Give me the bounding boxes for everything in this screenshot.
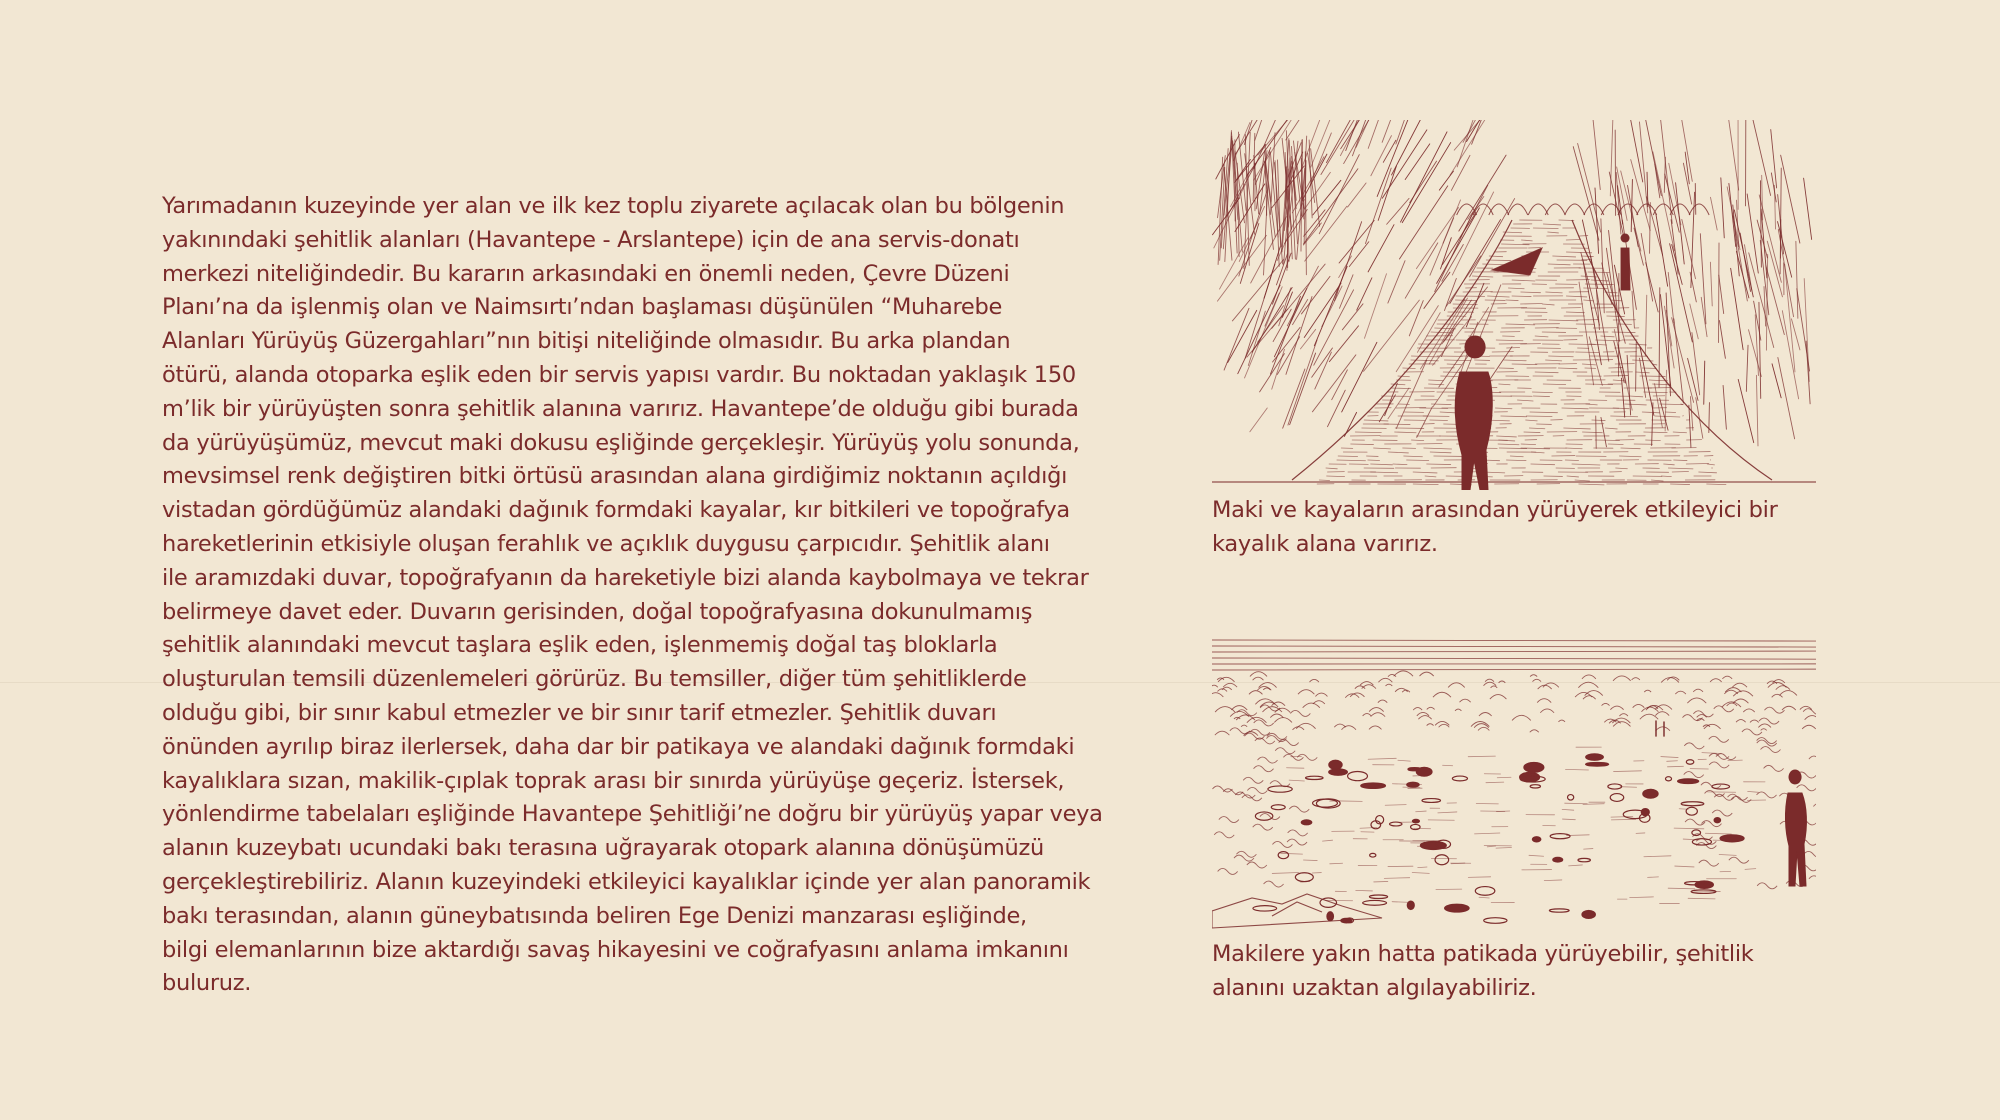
body-text [162,190,1102,1001]
body-text-line: vistadan gördüğümüz alandaki dağınık formdaki kayalar, kır bitkileri ve topoğrafya [162,497,1070,524]
body-text-line: önünden ayrılıp biraz ilerlersek, daha dar bir patikaya ve alandaki dağınık formdaki [162,733,1075,760]
caption-line: Makilere yakın hatta patikada yürüyebilir, şehitlik [1212,941,1754,967]
body-text-line: merkezi niteliğindedir. Bu kararın arkasındaki en önemli neden, Çevre Düzeni [162,260,1010,287]
body-text-line: şehitlik alanındaki mevcut taşlara eşlik eden, işlenmemiş doğal taş bloklarla [162,632,998,659]
body-text-line: belirmeye davet eder. Duvarın gerisinden, doğal topoğrafyasına dokunulmamış [162,598,1033,625]
body-text-line: kayalıklara sızan, makilik-çıplak toprak arası bir sınırda yürüyüşe geçeriz. İstersek, [162,767,1065,794]
body-text-line: ötürü, alanda otoparka eşlik eden bir servis yapısı vardır. Bu noktadan yaklaşık 150 [162,361,1076,388]
body-text-line: yakınındaki şehitlik alanları (Havantepe - Arslantepe) için de ana servis-donatı [162,226,1020,253]
field-sketch-illustration [1212,636,1816,936]
body-text-line: bakı terasından, alanın güneybatısında beliren Ege Denizi manzarası eşliğinde, [162,902,1027,929]
body-text-line: ile aramızdaki duvar, topoğrafyanın da hareketiyle bizi alanda kaybolmaya ve tekrar [162,564,1089,591]
body-text-line: alanın kuzeybatı ucundaki bakı terasına uğrayarak otopark alanına dönüşümüzü [162,835,1044,862]
path-sketch-caption [1212,493,1778,561]
body-text-line: mevsimsel renk değiştiren bitki örtüsü arasından alana girdiğimiz noktanın açıldığı [162,463,1068,490]
body-text-line: buluruz. [162,970,252,997]
path-sketch-figure [1212,120,1816,490]
field-sketch-figure [1212,636,1816,936]
body-text-line: gerçekleştirebiliriz. Alanın kuzeyindeki etkileyici kayalıklar içinde yer alan panoramik [162,868,1091,895]
body-text-line: Planı’na da işlenmiş olan ve Naimsırtı’ndan başlaması düşünülen “Muharebe [162,294,1002,321]
body-text-line: olduğu gibi, bir sınır kabul etmezler ve bir sınır tarif etmezler. Şehitlik duvarı [162,699,997,726]
caption-line: Maki ve kayaların arasından yürüyerek etkileyici bir [1212,497,1778,523]
body-text-line: da yürüyüşümüz, mevcut maki dokusu eşliğinde gerçekleşir. Yürüyüş yolu sonunda, [162,429,1080,456]
caption-line: alanını uzaktan algılayabiliriz. [1212,975,1537,1001]
body-text-line: yönlendirme tabelaları eşliğinde Havantepe Şehitliği’ne doğru bir yürüyüş yapar veya [162,801,1103,828]
body-text-line: hareketlerinin etkisiyle oluşan ferahlık ve açıklık duygusu çarpıcıdır. Şehitlik alanı [162,530,1050,557]
body-text-line: Yarımadanın kuzeyinde yer alan ve ilk kez toplu ziyarete açılacak olan bu bölgenin [162,193,1065,219]
field-sketch-caption [1212,937,1754,1005]
body-text-line: m’lik bir yürüyüşten sonra şehitlik alanına varırız. Havantepe’de olduğu gibi burada [162,395,1079,422]
path-sketch-illustration [1212,120,1816,490]
body-text-line: bilgi elemanlarının bize aktardığı savaş hikayesini ve coğrafyasını anlama imkanını [162,936,1069,963]
body-text-line: oluşturulan temsili düzenlemeleri görürüz. Bu temsiller, diğer tüm şehitliklerde [162,666,1027,693]
body-text-line: Alanları Yürüyüş Güzergahları”nın bitişi niteliğinde olmasıdır. Bu arka plandan [162,328,1011,355]
caption-line: kayalık alana varırız. [1212,531,1438,557]
